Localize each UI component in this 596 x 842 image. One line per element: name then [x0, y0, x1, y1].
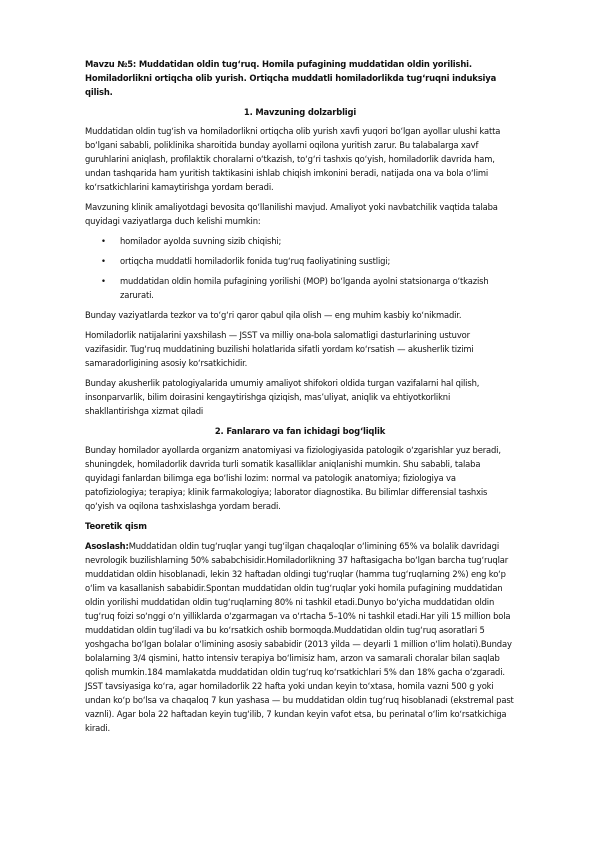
relevance-paragraph-3: Bunday vaziyatlarda tezkor va to‘g‘ri qaror qabul qila olish — eng muhim kasbiy ko‘nikmadir.	[85, 310, 462, 320]
relevance-paragraph-4: Homiladorlik natijalarini yaxshilash — JSST va milliy ona-bola salomatligi dasturlarining ustuvor vazifasidir. Tug‘ruq muddatining buzilishi holatlarida sifatli yordam ko‘rsatish — akusherlik tizimi samaradorligining asosiy ko‘rsatkichidir.	[85, 330, 474, 368]
situations-list	[85, 234, 515, 302]
list-item-text: homilador ayolda suvning sizib chiqishi;	[120, 236, 282, 246]
list-item	[85, 234, 515, 248]
document-title: Mavzu №5: Muddatidan oldin tug‘ruq. Homila pufagining muddatidan oldin yorilishi. Homiladorlikni ortiqcha olib yurish. Ortiqcha muddatli homiladorlikda tug‘ruqni induksiya qilish.	[85, 59, 497, 97]
bullet-icon: •	[101, 236, 106, 246]
relevance-paragraph-2: Mavzuning klinik amaliyotdagi bevosita qo‘llanilishi mavjud. Amaliyot yoki navbatchilik vaqtida talaba quyidagi vaziyatlarga duch kelishi mumkin:	[85, 202, 498, 226]
section-heading-relevance: 1. Mavzuning dolzarbligi	[243, 107, 357, 117]
document-page	[85, 57, 515, 741]
section-heading-interdisciplinary: 2. Fanlararo va fan ichidagi bog‘liqlik	[214, 426, 386, 436]
interdisciplinary-paragraph: Bunday homilador ayollarda organizm anatomiyasi va fiziologiyasida patologik o‘zgarishlar yuz beradi, shuningdek, homiladorlik davrida turli somatik kasalliklar aniqlanishi mumkin. Shu sababli, talaba quyidagi fanlardan bilimga ega bo‘lishi lozim: normal va patologik anatomiya; fiziologiya va patofiziologiya; terapiya; klinik farmakologiya; laborator diagnostika. Bu bilimlar differensial tashxis qo‘yish va oqilona tashxislashga yordam beradi.	[85, 445, 501, 511]
theory-paragraph	[85, 539, 515, 735]
list-item-text: muddatidan oldin homila pufagining yorilishi (MOP) bo‘lganda ayolni statsionarga o‘tkazish zarurati.	[120, 276, 489, 300]
theory-lead: Asoslash:	[85, 541, 129, 551]
list-item	[85, 274, 515, 302]
relevance-paragraph-5: Bunday akusherlik patologiyalarida umumiy amaliyot shifokori oldida turgan vazifalarni hal qilish, insonparvarlik, bilim doirasini kengaytirishga qiziqish, mas’uliyat, aniqlik va ehtiyotkorlikni shakllantirishga xizmat qiladi	[85, 378, 480, 416]
list-item-text: ortiqcha muddatli homiladorlik fonida tug‘ruq faoliyatining sustligi;	[120, 256, 391, 266]
bullet-icon: •	[101, 276, 106, 286]
theory-body: Muddatidan oldin tug‘ruqlar yangi tug‘ilgan chaqaloqlar o‘limining 65% va bolalik davridagi nevrologik buzilishlarning 50% sababchisidir.Homiladorlikning 37 haftasigacha bo‘lgan barcha tug‘ruqlar muddatidan oldin hisoblanadi, lekin 32 haftadan oldingi tug‘ruqlar (hamma tug‘ruqlarning 2%) eng ko‘p o‘lim va kasallanish sababidir.Spontan muddatidan oldin tug‘ruqlar yoki homila pufagining muddatidan oldin yorilishi muddatidan oldin tug‘ruqlarning 80% ni tashkil etadi.Dunyo bo‘yicha muddatidan oldin tug‘ruq foizi so‘nggi o‘n yilliklarda o‘zgarmagan va o‘rtacha 5–10% ni tashkil etadi.Har yili 15 million bola muddatidan oldin tug‘iladi va bu ko‘rsatkich oshib bormoqda.Muddatidan oldin tug‘ruq asoratlari 5 yoshgacha bo‘lgan bolalar o‘limining asosiy sababidir (2013 yilda — deyarli 1 million o‘lim holati).Bunday bolalarning 3/4 qismini, hatto intensiv terapiya bo‘limisiz ham, arzon va samarali choralar bilan saqlab qolish mumkin.184 mamlakatda muddatidan oldin tug‘ruq ko‘rsatkichlari 5% dan 18% gacha o‘zgaradi. JSST tavsiyasiga ko‘ra, agar homiladorlik 22 hafta yoki undan keyin to‘xtasa, homila vazni 500 g yoki undan ko‘p bo‘lsa va chaqaloq 7 kun yashasa — bu muddatidan oldin tug‘ruq hisoblanadi (ekstremal past vaznli). Agar bola 22 haftadan keyin tug‘ilib, 7 kundan keyin vafot etsa, bu perinatal o‘lim ko‘rsatkichiga kiradi.	[85, 541, 514, 733]
list-item	[85, 254, 515, 268]
relevance-paragraph-1: Muddatidan oldin tug‘ish va homiladorlikni ortiqcha olib yurish xavfi yuqori bo‘lgan ayollar ulushi katta bo‘lgani sababli, poliklinika sharoitida bunday ayollarni oqilona yuritish zarur. Bu talabalarga xavf guruhlarini aniqlash, profilaktik choralarni o‘tkazish, to‘g‘ri tashxis qo‘yish, homiladorlik davrida ham, undan tashqarida ham yuritish taktikasini ishlab chiqish imkonini beradi, natijada ona va bola o‘limi ko‘rsatkichlarini kamaytirishga yordam beradi.	[85, 126, 501, 192]
bullet-icon: •	[101, 256, 106, 266]
theory-heading: Teoretik qism	[85, 521, 147, 531]
